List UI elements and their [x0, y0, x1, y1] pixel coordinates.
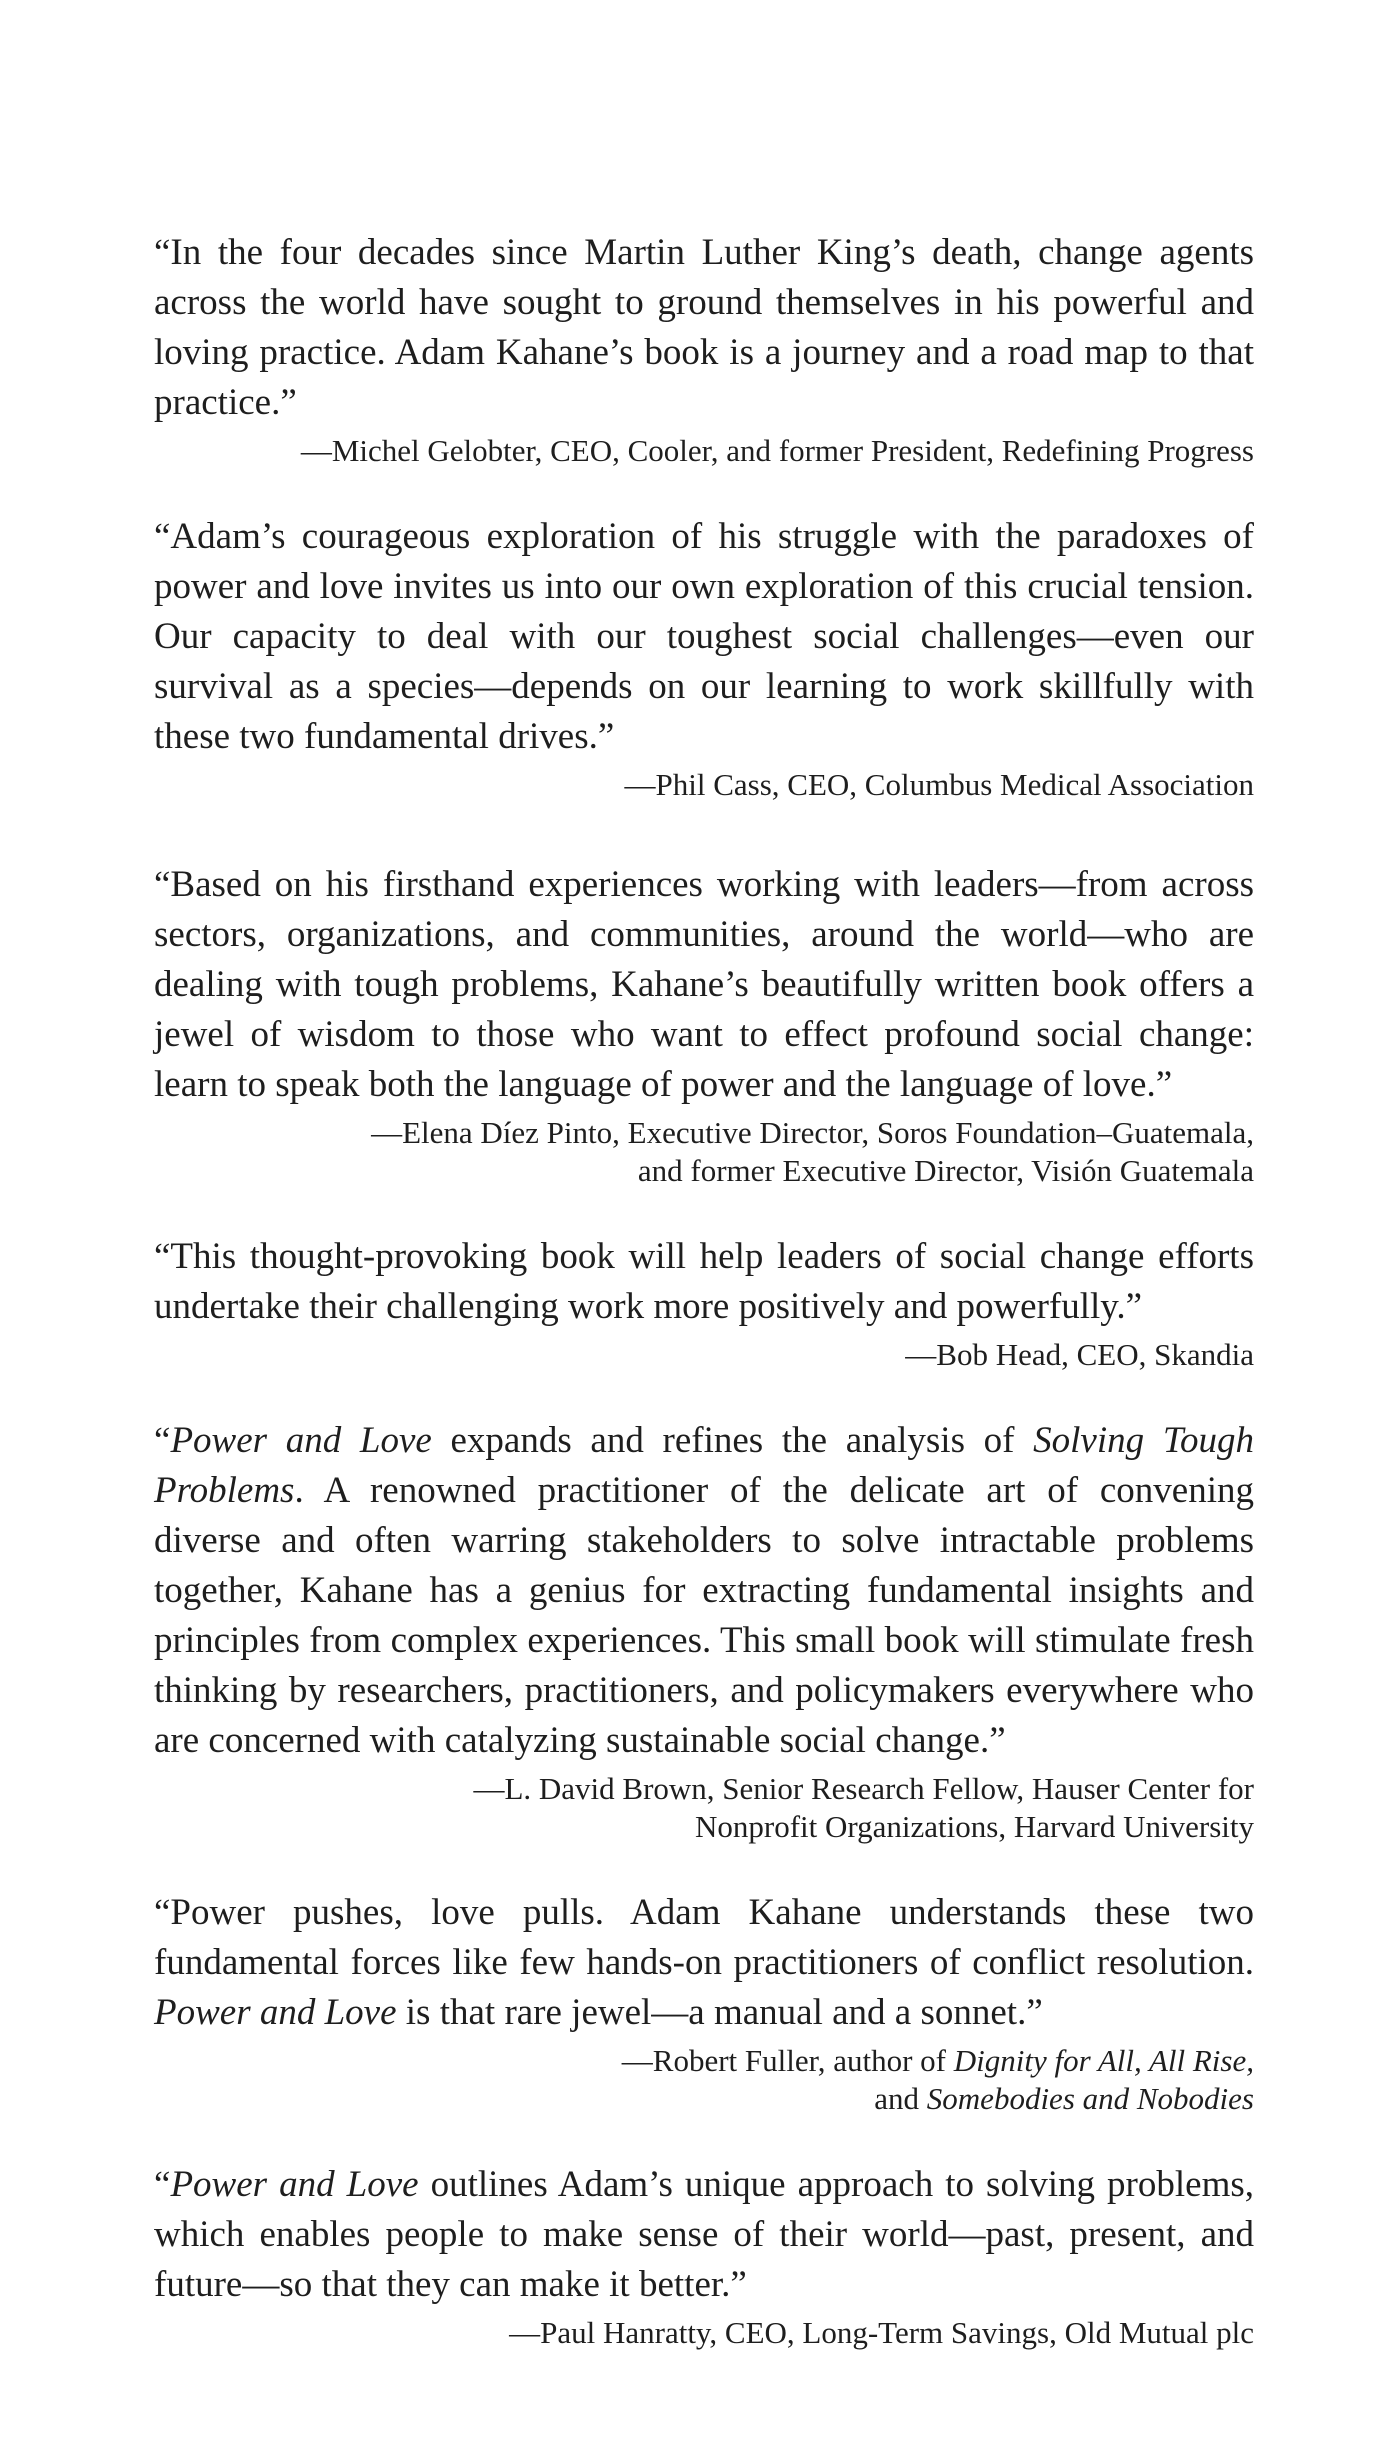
testimonial-attribution: —Phil Cass, CEO, Columbus Medical Association	[624, 767, 1254, 802]
testimonial-attribution: —Michel Gelobter, CEO, Cooler, and former President, Redefining Progress	[300, 433, 1254, 468]
testimonial	[154, 1888, 1254, 2118]
testimonial-quote: “In the four decades since Martin Luther King’s death, change agents across the world have sought to ground themselves in his powerful and loving practice. Adam Kahane’s book is a journey and a road map to that practice.”	[154, 232, 1254, 423]
testimonial-attribution: —Robert Fuller, author of Dignity for All, All Rise, and Somebodies and Nobodies	[621, 2043, 1254, 2116]
testimonial	[154, 228, 1254, 470]
testimonial	[154, 1232, 1254, 1374]
book-title: Dignity for All, All Rise,	[953, 2043, 1254, 2078]
attribution-line: Nonprofit Organizations, Harvard University	[694, 1809, 1254, 1844]
testimonial-attribution: —Bob Head, CEO, Skandia	[905, 1337, 1254, 1372]
testimonial-quote: “Adam’s courageous exploration of his struggle with the paradoxes of power and love invites us into our own exploration of this crucial tension. Our capacity to deal with our toughest social challenges—even our survival as a species—depends on our learning to work skillfully with these two fundamental drives.”	[154, 516, 1254, 757]
testimonial-quote: “Power and Love expands and refines the analysis of Solving Tough Problems. A renowned practitioner of the delicate art of convening diverse and often warring stakeholders to solve intractable problems together, Kahane has a genius for extracting fundamental insights and principles from complex experiences. This small book will stimulate fresh thinking by researchers, practitioners, and policymakers everywhere who are concerned with catalyzing sustainable social change.”	[154, 1420, 1254, 1761]
testimonial	[154, 860, 1254, 1190]
praise-page	[154, 228, 1254, 2352]
testimonial	[154, 1416, 1254, 1846]
testimonial	[154, 2160, 1254, 2352]
book-title: Solving Tough Problems	[154, 1420, 1254, 1511]
testimonial-quote: “Based on his firsthand experiences working with leaders—from across sectors, organizations, and communities, around the world—who are dealing with tough problems, Kahane’s beautifully written book offers a jewel of wisdom to those who want to effect profound social change: learn to speak both the language of power and the language of love.”	[154, 864, 1254, 1105]
testimonial-quote: “Power pushes, love pulls. Adam Kahane understands these two fundamental forces like few hands-on practitioners of conflict resolution. Power and Love is that rare jewel—a manual and a sonnet.”	[154, 1892, 1254, 2033]
attribution-line: and former Executive Director, Visión Guatemala	[637, 1153, 1254, 1188]
testimonial-quote: “This thought-provoking book will help leaders of social change efforts undertake their challenging work more positively and powerfully.”	[154, 1236, 1254, 1327]
testimonial-attribution	[154, 1114, 1254, 1190]
attribution-line: —Elena Díez Pinto, Executive Director, Soros Foundation–Guatemala,	[371, 1115, 1254, 1150]
book-title: Somebodies and Nobodies	[926, 2081, 1254, 2116]
testimonial	[154, 512, 1254, 804]
book-title: Power and Love	[170, 2164, 419, 2205]
testimonial-attribution: —Paul Hanratty, CEO, Long-Term Savings, Old Mutual plc	[509, 2315, 1254, 2350]
testimonial-attribution	[154, 1770, 1254, 1846]
book-title: Power and Love	[154, 1992, 397, 2033]
book-title: Power and Love	[170, 1420, 432, 1461]
testimonial-quote: “Power and Love outlines Adam’s unique approach to solving problems, which enables people to make sense of their world—past, present, and future—so that they can make it better.”	[154, 2164, 1255, 2305]
attribution-line: —L. David Brown, Senior Research Fellow, Hauser Center for	[473, 1771, 1254, 1806]
